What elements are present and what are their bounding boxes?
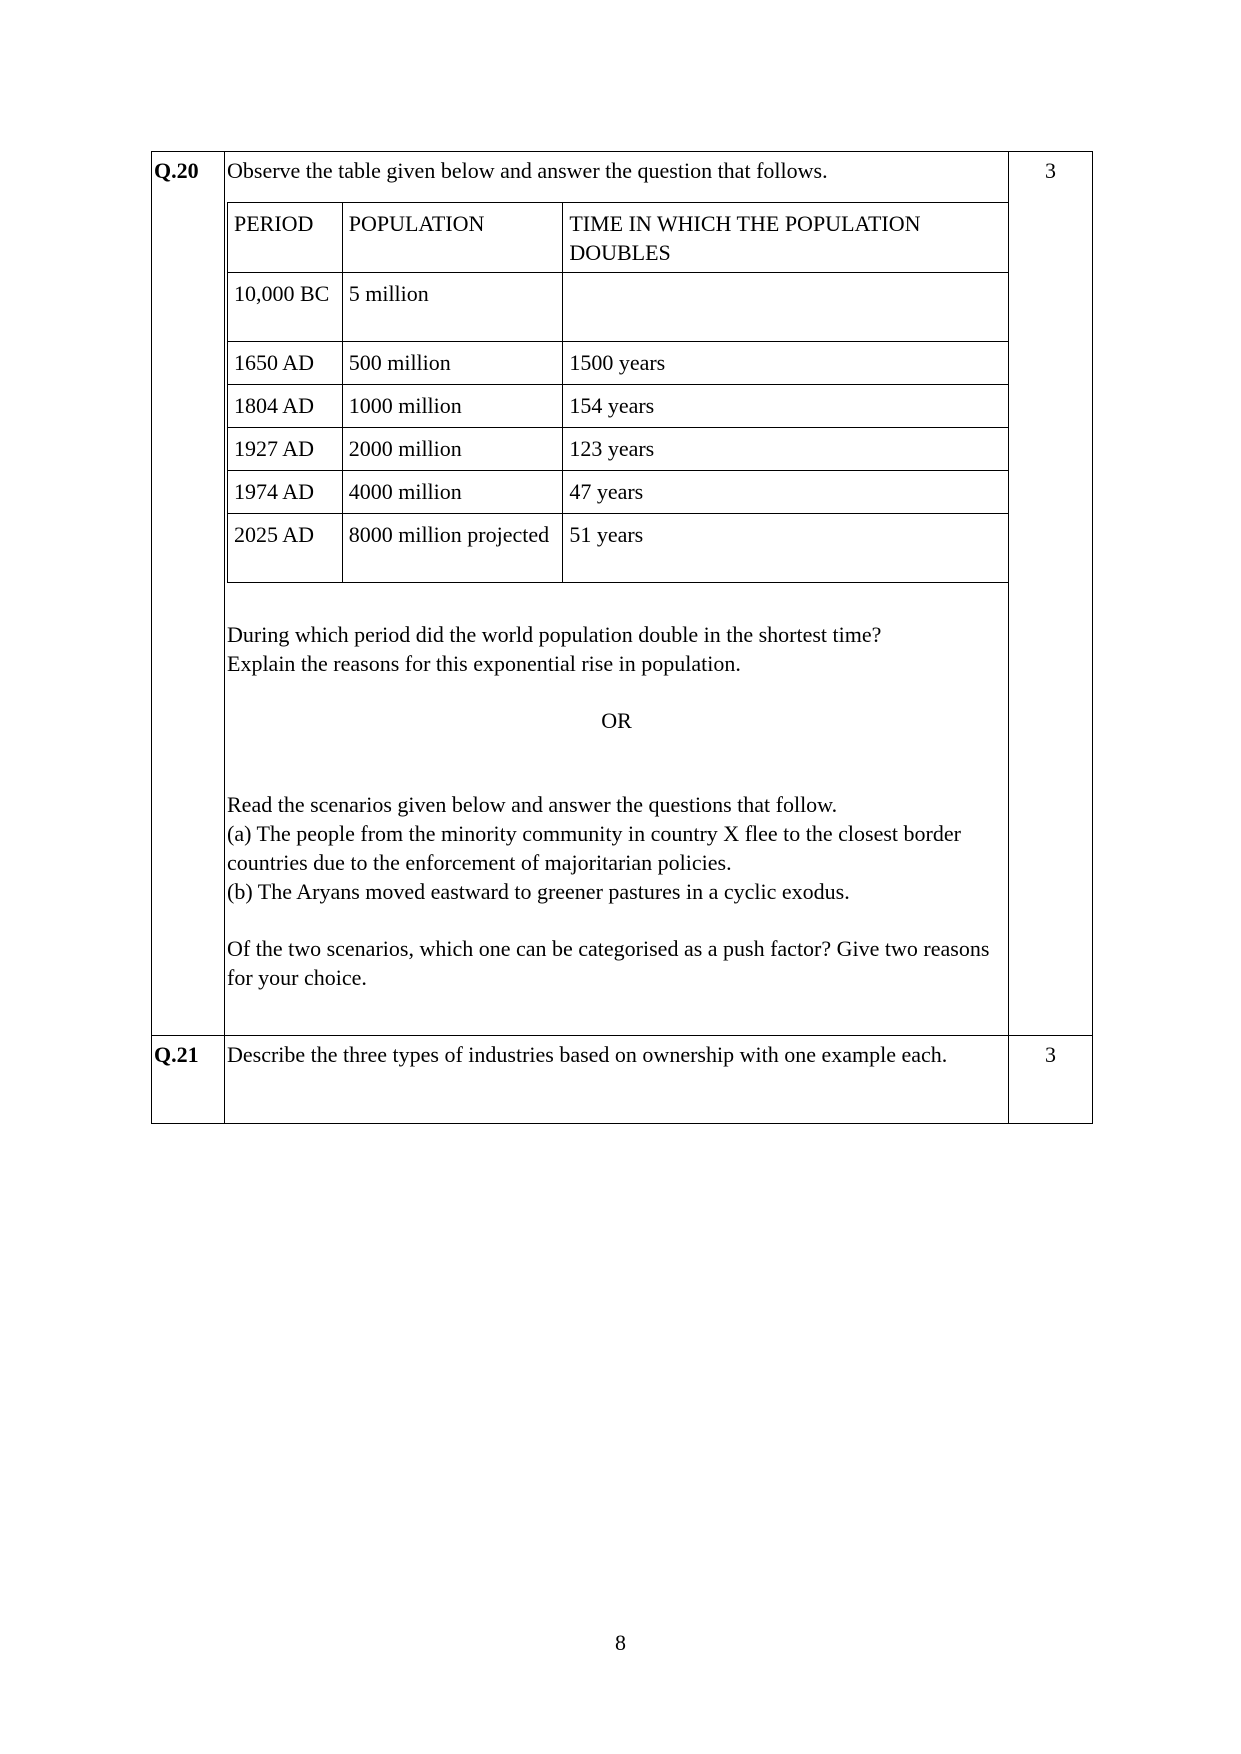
population-cell: 4000 million (342, 471, 563, 514)
table-row (228, 342, 1009, 385)
table-row (228, 471, 1009, 514)
question-marks: 3 (1009, 1036, 1093, 1124)
question-line-2: Explain the reasons for this exponential rise in population. (227, 651, 741, 676)
scenario-question: Of the two scenarios, which one can be categorised as a push factor? Give two reasons for your choice. (227, 936, 990, 990)
population-cell: 5 million (342, 273, 563, 342)
page-number: 8 (615, 1630, 626, 1655)
period-cell: 1974 AD (228, 471, 343, 514)
question-text: Describe the three types of industries based on ownership with one example each. (227, 1042, 948, 1067)
question-marks: 3 (1009, 152, 1093, 1036)
scenario-a: (a) The people from the minority community in country X flee to the closest border countries due to the enforcement of majoritarian policies. (227, 821, 961, 875)
doubling-time-cell: 154 years (563, 385, 1009, 428)
period-cell: 1927 AD (228, 428, 343, 471)
question-number: Q.21 (152, 1036, 225, 1124)
table-row (228, 428, 1009, 471)
table-row (228, 514, 1009, 583)
question-body (225, 152, 1009, 1036)
doubling-time-cell: 123 years (563, 428, 1009, 471)
population-table (227, 202, 1009, 583)
table-row (228, 273, 1009, 342)
question-row-21 (152, 1036, 1093, 1124)
or-separator: OR (601, 708, 632, 733)
population-cell: 500 million (342, 342, 563, 385)
column-header: POPULATION (342, 203, 563, 273)
column-header: TIME IN WHICH THE POPULATION DOUBLES (563, 203, 1009, 273)
question-line-1: During which period did the world population double in the shortest time? (227, 622, 882, 647)
period-cell: 2025 AD (228, 514, 343, 583)
question-row-20 (152, 152, 1093, 1036)
period-cell: 1650 AD (228, 342, 343, 385)
scenario-b: (b) The Aryans moved eastward to greener pastures in a cyclic exodus. (227, 879, 850, 904)
question-body (225, 1036, 1009, 1124)
questions-table (151, 151, 1093, 1124)
table-row (228, 385, 1009, 428)
period-cell: 10,000 BC (228, 273, 343, 342)
doubling-time-cell: 51 years (563, 514, 1009, 583)
question-intro: Observe the table given below and answer the question that follows. (227, 158, 828, 183)
population-cell: 1000 million (342, 385, 563, 428)
population-cell: 8000 million projected (342, 514, 563, 583)
period-cell: 1804 AD (228, 385, 343, 428)
population-table-header (228, 203, 1009, 273)
doubling-time-cell: 1500 years (563, 342, 1009, 385)
doubling-time-cell (563, 273, 1009, 342)
question-number: Q.20 (152, 152, 225, 1036)
scenario-intro: Read the scenarios given below and answer the questions that follow. (227, 792, 838, 817)
column-header: PERIOD (228, 203, 343, 273)
doubling-time-cell: 47 years (563, 471, 1009, 514)
population-cell: 2000 million (342, 428, 563, 471)
